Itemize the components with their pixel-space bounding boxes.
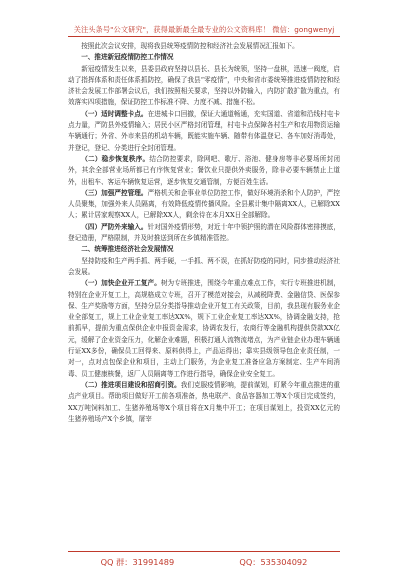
item-lead: （二）稳步恢复秩序。 [81, 154, 150, 163]
item-text: 我们克服疫情影响，提前谋划，盯紧今年重点推进的重点产业项目。帮助项目做好开工前各项准备，热电联产、食品容器加工等X个项目完成签约，XX万吨饲料加工、生猪养殖场等X个项目将在X月集中开工；在项目谋划上，投资XX亿元的生猪养殖场产X个乡镇，屠宰 [68, 380, 341, 423]
section-heading-epidemic: 一、推进新冠疫情防控工作情况 [81, 53, 174, 62]
promo-banner: 关注头条号"公文研究"，获得最新最全最专业的公文资料库！ 微信：gongwenyj [73, 25, 335, 34]
item-restore-order [68, 154, 340, 188]
footer-divider [68, 551, 340, 552]
item-resume-work [68, 278, 340, 380]
item-lead: （一）适时调整卡点。 [81, 109, 148, 118]
item-project-investment [68, 380, 340, 425]
item-text: 针对国外疫情形势，对近十年中领护照的潜在风险群体密排摸底，登记造册，严格限制，并及时推送到所在乡镇精准管控。 [68, 222, 341, 243]
footer-contact [68, 557, 340, 568]
epidemic-overview-paragraph: 新冠疫情发生以来，县委县政府坚持以县长、县长为统领，坚持一盘棋，迅速一阀度，启动了指挥体系和责任体系抓防控，确保了我县“零疫情”，中央和省市委统筹推进疫情防控和经济社会发展工作部署会议后，我们按照相关要求，坚持以外防输入，内防扩散扩散为重点，有效落实四项措施，保证防控工作标准不降、力度不减、措施不松。 [68, 64, 340, 107]
document-body [68, 41, 340, 425]
item-lead: （四）严防外来输入。 [81, 222, 148, 231]
item-lead: （二）推进项目建设和招商引资。 [81, 380, 181, 389]
qq-number-label: QQ：535304092 [239, 557, 308, 567]
item-text: 结合防控要求，除网吧、歌厅、浴池、健身房等非必要场所封闭外，其余全部营业场所都已有序恢复营业；餐饮业只提供外卖服务，除非必要车辆禁止上道外，出租车、客运车辆恢复运营，逐步恢复交通管制，方便百姓生活。 [68, 154, 341, 186]
item-text: 严格机关和企事业单位防控工作，做好环境消杀和个人防护，严控人员聚集，加强外来人员隔离，有效降低疫情传播风险。全县累计集中隔离XX人，已解除XX人；累计居家观察XX人，已解除XX人，剩余待在本月XX日全部解除。 [68, 188, 341, 220]
qq-group-label: QQ 群：31991489 [100, 557, 175, 567]
economy-overview-paragraph: 坚持防疫和生产两手抓、两手硬，一手抓、两不误，在抓好防疫的同时，同步推动经济社会发展。 [68, 256, 340, 276]
item-prevent-import [68, 222, 340, 245]
header-divider [68, 36, 340, 37]
item-adjust-checkpoints [68, 109, 340, 154]
section-heading-economy: 二、统筹推进经济社会发展情况 [81, 245, 174, 254]
intro-paragraph: 按照此次会议安排，现将我县统筹疫情防控和经济社会发展情况汇报如下。 [81, 42, 299, 50]
item-lead: （三）加强严控管理。 [81, 188, 148, 197]
item-text: 在进城卡口回撤，保证大通道畅通，充实国道、省道和沿线村屯卡点力量，严防县外疫情输入；居民小区严格封闭管理，村屯卡点保障各村生产和农用物资运输车辆通行；外省、外市来县的机动车辆，既能实施车辆、随带有体温登记、各车加好消毒处，并登记，登记、分类进行全封闭管理。 [68, 109, 341, 152]
item-strict-control [68, 188, 340, 222]
item-lead: （一）加快企业开工复产。 [81, 279, 161, 288]
item-text: 树为专班推进，围绕今年重点难点工作，实行专班推进机制，特别在企业开复工上，高规格成立专班，召开了模范对接会，从减税降费、金融信贷、医保参保、生产奖励等方面，坚持分层分类指导推动企业开复工有关政策，目前，我县现有服务业企业全部复工，规上工业企业复工率达XX%，规下工业企业复工率达XX%，协调金融支持，抢前抓早，提前为重点保供企业申报资金需求，协调农发行，农商行等金融机构提供贷款XX亿元，缓解了企业资金压力，化解企业难题，积极打通人流物流堵点，为产业链企业办理车辆通行证XX多份，确保员工回得来、原料供得上，产品运得出；靠实县级领导包企业责任制，一对一，点对点包保企业和项目，主动上门服务，为企业复工准备应急方案制定、生产车间消毒、员工健康核餐，返厂人员隔离等工作进行指导，确保企业安全复工。 [68, 279, 341, 378]
